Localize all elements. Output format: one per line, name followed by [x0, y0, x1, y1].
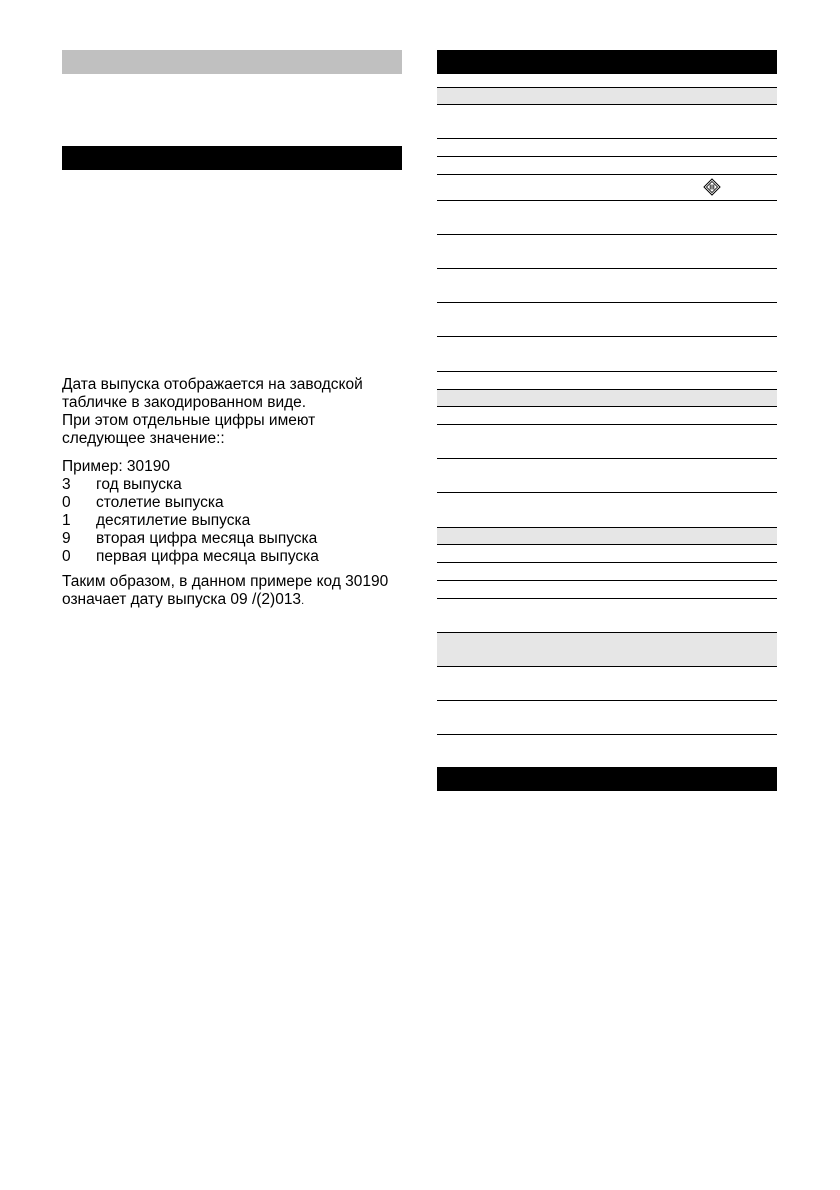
table-subheader-shade: [437, 389, 777, 406]
table-row-line: [437, 544, 777, 545]
table-row-line: [437, 666, 777, 667]
table-subheader-shade: [437, 527, 777, 544]
example-label: Пример: 30190: [62, 458, 171, 475]
digit-meaning: вторая цифра месяца выпуска: [96, 530, 318, 547]
section-header-black: [62, 146, 402, 170]
digit: 9: [62, 530, 71, 547]
table-row-line: [437, 104, 777, 105]
table-row-line: [437, 458, 777, 459]
conclusion-text: означает дату выпуска 09 /(2)013: [62, 591, 302, 608]
table-row-line: [437, 734, 777, 735]
digit-row: [62, 548, 407, 566]
table-row-line: [437, 527, 777, 528]
digit: 1: [62, 512, 71, 529]
table-row-line: [437, 268, 777, 269]
table-row-line: [437, 174, 777, 175]
digit-row: [62, 512, 407, 530]
digit-row: [62, 530, 407, 548]
table-row-line: [437, 562, 777, 563]
protection-class-iii-icon: [703, 178, 721, 196]
intro-line: Дата выпуска отображается на заводской: [62, 376, 363, 393]
technical-data-header: [437, 50, 777, 74]
table-row-line: [437, 336, 777, 337]
conclusion-line: [62, 591, 412, 610]
digit-row: [62, 476, 407, 494]
table-row-line: [437, 580, 777, 581]
intro-line: При этом отдельные цифры имеют: [62, 412, 316, 429]
table-row-line: [437, 492, 777, 493]
digit-meaning: год выпуска: [96, 476, 182, 493]
digit: 0: [62, 494, 71, 511]
conclusion-line: Таким образом, в данном примере код 30190: [62, 573, 389, 590]
digit-meaning: столетие выпуска: [96, 494, 224, 511]
table-row-line: [437, 598, 777, 599]
table-subheader-shade: [437, 632, 777, 666]
table-row-line: [437, 302, 777, 303]
table-row-line: [437, 632, 777, 633]
digit-row: [62, 494, 407, 512]
table-row-line: [437, 138, 777, 139]
digit: 3: [62, 476, 71, 493]
digit-meaning: десятилетие выпуска: [96, 512, 251, 529]
table-subheader-shade: [437, 87, 777, 104]
table-row-line: [437, 700, 777, 701]
table-row-line: [437, 406, 777, 407]
table-row-line: [437, 200, 777, 201]
table-row-line: [437, 389, 777, 390]
table-row-line: [437, 424, 777, 425]
table-row-line: [437, 156, 777, 157]
conclusion-period: .: [301, 595, 305, 607]
table-row-line: [437, 234, 777, 235]
example-block: [62, 458, 407, 566]
section-header-grey: [62, 50, 402, 74]
digit: 0: [62, 548, 71, 565]
intro-line: следующее значение::: [62, 430, 225, 447]
section-header-black-bottom: [437, 767, 777, 791]
table-row-line: [437, 371, 777, 372]
table-row-line: [437, 87, 777, 88]
conclusion-block: [62, 573, 412, 610]
digit-meaning: первая цифра месяца выпуска: [96, 548, 319, 565]
production-date-intro: [62, 376, 407, 448]
intro-line: табличке в закодированном виде.: [62, 394, 307, 411]
